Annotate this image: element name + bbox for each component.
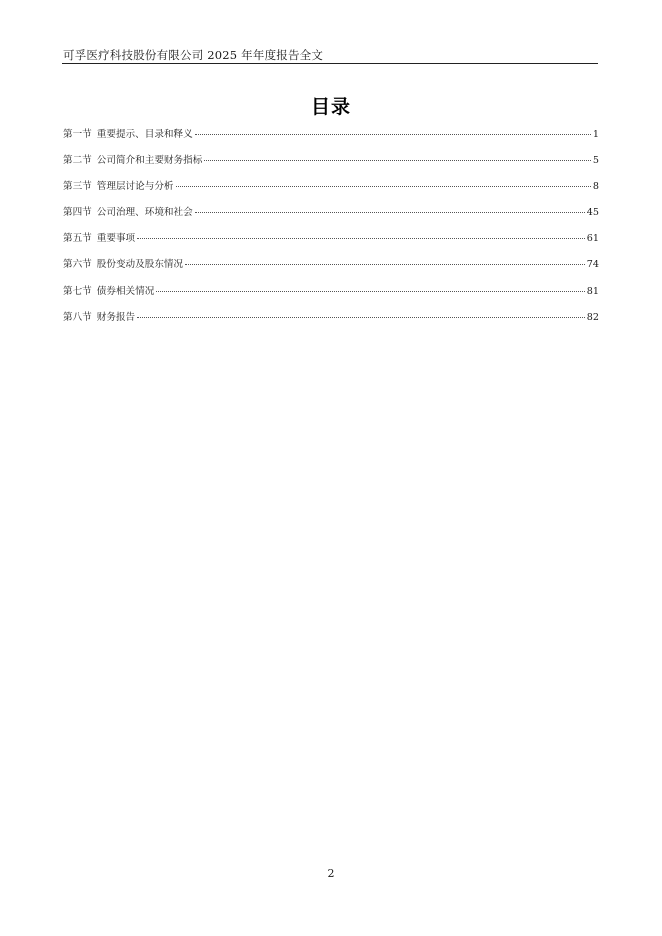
toc-page-number: 82 — [586, 311, 599, 323]
toc-entry-title: 重要事项 — [96, 233, 136, 245]
dot-leader — [137, 238, 585, 239]
dot-leader — [185, 264, 585, 265]
dot-leader — [195, 212, 585, 213]
toc-entry[interactable] — [63, 126, 599, 152]
toc-section-number: 第五节 — [63, 233, 92, 245]
dot-leader — [195, 134, 591, 135]
toc-page-number: 81 — [586, 285, 599, 297]
toc-entry[interactable] — [63, 204, 599, 230]
toc-entry-title: 股份变动及股东情况 — [96, 259, 184, 271]
toc-page-number: 1 — [592, 129, 599, 140]
toc-page-number: 74 — [586, 259, 599, 271]
toc-title: 目录 — [310, 96, 351, 118]
toc-section-number: 第二节 — [63, 155, 92, 167]
page-number: 2 — [327, 867, 335, 880]
header-rule — [62, 63, 598, 64]
toc-entry[interactable] — [63, 230, 599, 256]
toc-page-number: 8 — [592, 181, 599, 193]
running-header: 可孚医疗科技股份有限公司 2025 年年度报告全文 — [63, 48, 324, 62]
toc-entry-title: 财务报告 — [96, 311, 136, 323]
toc-entry-title: 重要提示、目录和释义 — [96, 129, 193, 140]
toc-entry[interactable] — [63, 309, 599, 335]
toc-entry-title: 管理层讨论与分析 — [96, 181, 174, 193]
toc-entry-title: 公司治理、环境和社会 — [96, 207, 193, 219]
toc-section-number: 第四节 — [63, 207, 92, 219]
toc-entry[interactable] — [63, 178, 599, 204]
table-of-contents — [63, 126, 599, 335]
toc-section-number: 第六节 — [63, 259, 92, 271]
toc-entry-title: 公司简介和主要财务指标 — [96, 155, 203, 167]
toc-section-number: 第一节 — [63, 129, 92, 140]
toc-page-number: 5 — [592, 155, 599, 167]
toc-section-number: 第三节 — [63, 181, 92, 193]
dot-leader — [176, 186, 591, 187]
toc-page-number: 45 — [586, 207, 599, 219]
toc-section-number: 第七节 — [63, 285, 92, 297]
dot-leader — [156, 291, 584, 292]
toc-section-number: 第八节 — [63, 311, 92, 323]
toc-page-number: 61 — [586, 233, 599, 245]
toc-entry-title: 债券相关情况 — [96, 285, 155, 297]
dot-leader — [204, 160, 591, 161]
toc-entry[interactable] — [63, 283, 599, 309]
toc-entry[interactable] — [63, 256, 599, 282]
toc-entry[interactable] — [63, 152, 599, 178]
dot-leader — [137, 317, 585, 318]
